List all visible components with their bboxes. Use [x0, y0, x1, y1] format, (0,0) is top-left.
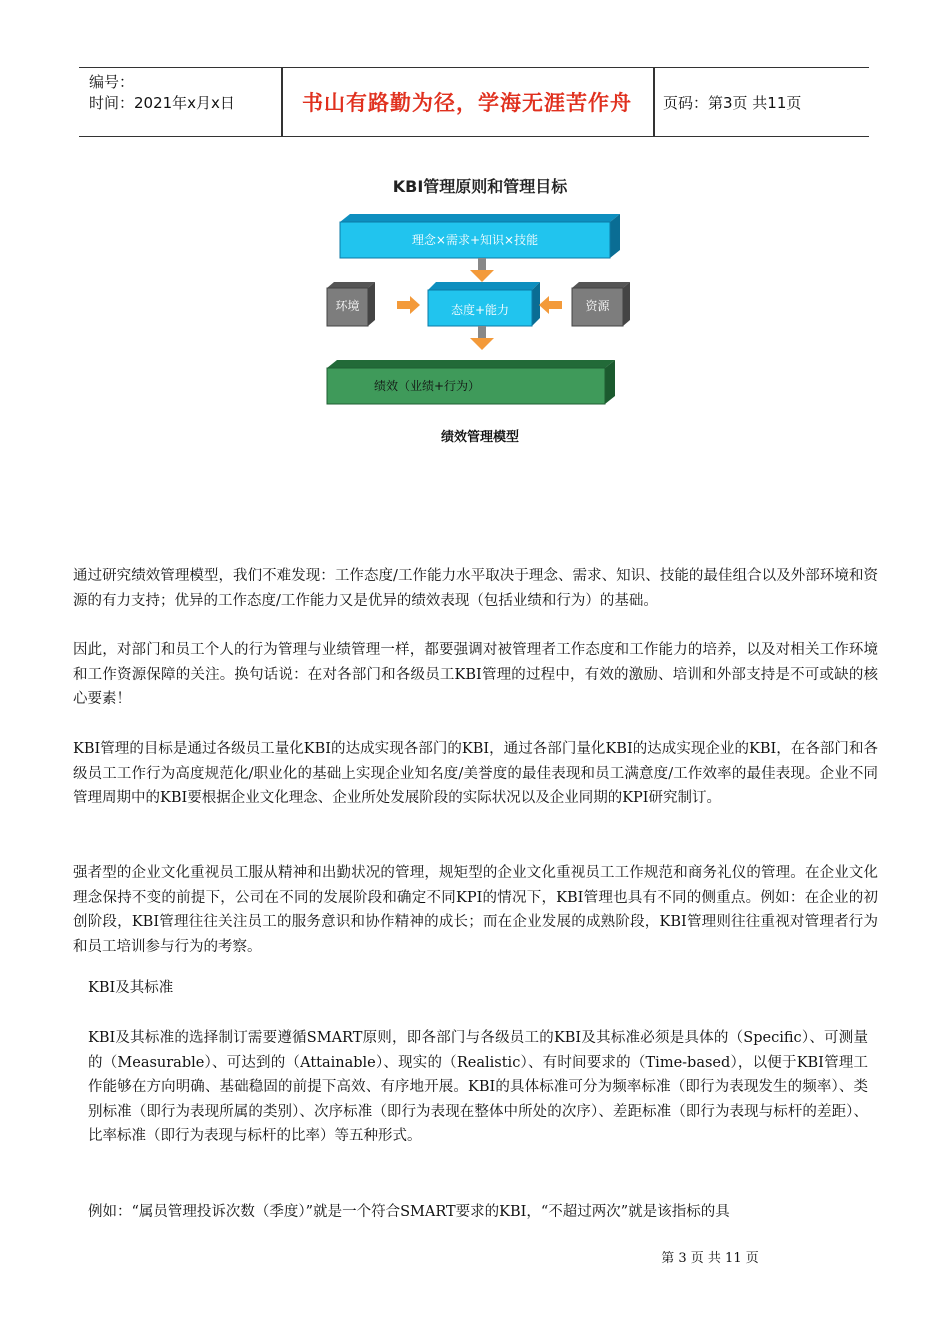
- paragraph-1: 通过研究绩效管理模型，我们不难发现：工作态度/工作能力水平取决于理念、需求、知识、技能的最佳组合以及外部环境和资源的有力支持；优异的工作态度/工作能力又是优异的绩效表现（包括业绩和行为）的基础。: [73, 568, 878, 609]
- bottom-box-label: 绩效（业绩+行为）: [373, 379, 481, 393]
- center-box-label: 态度+能力: [450, 303, 510, 317]
- diagram-caption: 绩效管理模型: [440, 430, 519, 445]
- paragraph-2: 因此，对部门和员工个人的行为管理与业绩管理一样，都要强调对被管理者工作态度和工作能力的培养，以及对相关工作环境和工作资源保障的关注。换句话说：在对各部门和各级员工KBI管理的过程中，有效的激励、培训和外部支持是不可或缺的核心要素！: [73, 642, 878, 708]
- performance-model-diagram: [320, 170, 640, 460]
- time-label: 时间：2021年x月x日: [89, 94, 235, 112]
- paragraph-4: 强者型的企业文化重视员工服从精神和出勤状况的管理，规矩型的企业文化重视员工工作规范和商务礼仪的管理。在企业文化理念保持不变的前提下，公司在不同的发展阶段和确定不同KPI的情况下，KBI管理也具有不同的侧重点。例如：在企业的初创阶段，KBI管理往往关注员工的服务意识和协作精神的成长；而在企业发展的成熟阶段，KBI管理则往往重视对管理者行为和员工培训参与行为的考察。: [73, 865, 878, 955]
- arrow-left: [539, 296, 562, 314]
- header-meta: [89, 72, 235, 114]
- arrow-right: [397, 296, 420, 314]
- paragraph-6: 例如：“属员管理投诉次数（季度）”就是一个符合SMART要求的KBI，“不超过两次”就是该指标的具: [88, 1204, 730, 1220]
- paragraph-5: KBI及其标准的选择制订需要遵循SMART原则，即各部门与各级员工的KBI及其标准必须是具体的（Specific）、可测量的（Measurable）、可达到的（Attainable）、现实的（Realistic）、有时间要求的（Time-based），以便于KBI管理工作能够在方向明确、基础稳固的前提下高效、有序地开展。KBI的具体标准可分为频率标准（即行为表现发生的频率）、类别标准（即行为表现所属的类别）、次序标准（即行为表现在整体中所处的次序）、差距标准（即行为表现与标杆的差距）、比率标准（即行为表现与标杆的比率）等五种形式。: [88, 1030, 868, 1145]
- number-label: 编号：: [89, 73, 135, 91]
- diagram-title: KBI管理原则和管理目标: [392, 177, 568, 196]
- down-arrow-bottom: [470, 326, 494, 350]
- top-box-label: 理念×需求+知识×技能: [411, 233, 539, 247]
- paragraph-3: KBI管理的目标是通过各级员工量化KBI的达成实现各部门的KBI，通过各部门量化KBI的达成实现企业的KBI，在各部门和各级员工工作行为高度规范化/职业化的基础上实现企业知名度/美誉度的最佳表现和员工满意度/工作效率的最佳表现。企业不同管理周期中的KBI要根据企业文化理念、企业所处发展阶段的实际状况以及企业同期的KPI研究制订。: [73, 741, 878, 807]
- page-header: [79, 67, 869, 137]
- down-arrow-top: [470, 258, 494, 282]
- header-divider-right: [653, 68, 655, 136]
- page-footer: 第 3 页 共 11 页: [661, 1251, 759, 1266]
- section-heading-kbi: KBI及其标准: [88, 980, 174, 996]
- header-motto: 书山有路勤为径，学海无涯苦作舟: [302, 91, 632, 115]
- header-page-info: 页码：第3页 共11页: [663, 93, 802, 112]
- left-box-label: 环境: [335, 299, 360, 313]
- right-box-label: 资源: [585, 299, 610, 313]
